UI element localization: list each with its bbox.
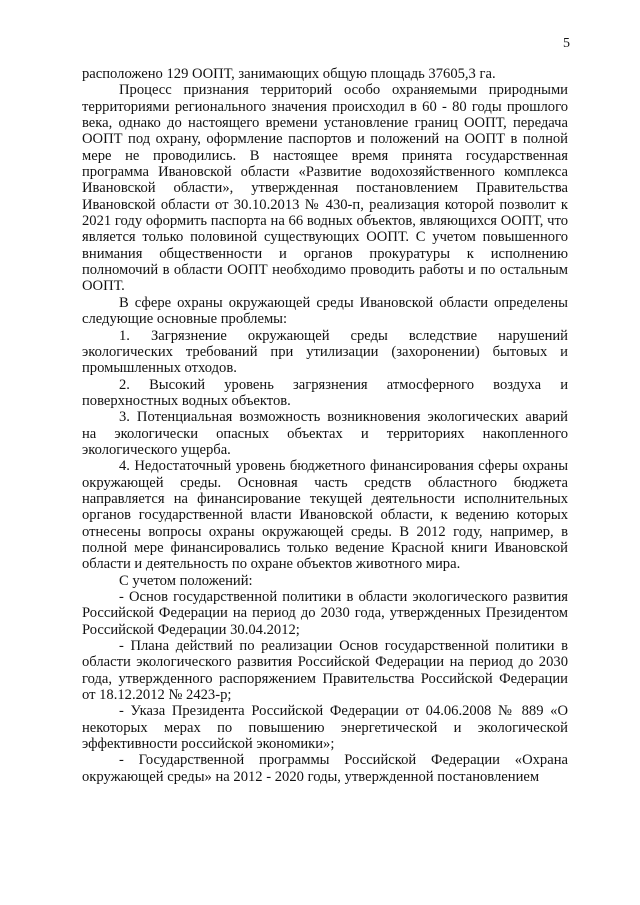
paragraph-1: расположено 129 ООПТ, занимающих общую площадь 37605,3 га. [82,66,496,82]
list-item-state-program: - Государственной программы Российской Федерации «Охрана окружающей среды» на 2012 - 2020 годы, утвержденной постановлением [82,752,568,785]
problem-item-3: 3. Потенциальная возможность возникновения экологических аварий на экологически опасных объектах и территориях накопленного экологического ущерба. [82,409,568,458]
list-item-action-plan: - Плана действий по реализации Основ государственной политики в области экологического развития Российской Федерации на период до 2030 года, утвержденного распоряжением Правительства Российской Федерации от 18.12.2012 № 2423-р; [82,638,568,704]
list-item-decree: - Указа Президента Российской Федерации от 04.06.2008 № 889 «О некоторых мерах по повышению энергетической и экологической эффективности российской экономики»; [82,703,568,753]
paragraph-2: Процесс признания территорий особо охраняемыми природными территориями регионального значения происходил в 60 - 80 годы прошлого века, однако до настоящего времени установление границ ООПТ, передача ООПТ под охрану, оформление паспортов и положений на ООПТ в полной мере не проводились. В настоящее время принята государственная программа Ивановской области «Развитие водохозяйственного комплекса Ивановской области», утвержденная постановлением Правительства Ивановской области от 30.10.2013 № 430-п, реализация которой позволит к 2021 году оформить паспорта на 66 водных объектов, являющихся ООПТ, что является только половиной существующих ООПТ. С учетом повышенного внимания общественности и органов прокуратуры к исполнению полномочий в области ООПТ необходимо проводить работы и по остальным ООПТ. [82,82,568,295]
paragraph-3: В сфере охраны окружающей среды Ивановской области определены следующие основные проблемы: [82,294,568,328]
document-body [82,66,568,785]
problem-item-2: 2. Высокий уровень загрязнения атмосферного воздуха и поверхностных водных объектов. [82,376,568,409]
paragraph-considering: С учетом положений: [119,572,253,589]
problem-item-1: 1. Загрязнение окружающей среды вследствие нарушений экологических требований при утилизации (захоронении) бытовых и промышленных отходов. [82,327,568,377]
page-number: 5 [563,36,570,51]
list-item-basics: - Основ государственной политики в области экологического развития Российской Федерации на период до 2030 года, утвержденных Президентом Российской Федерации 30.04.2012; [82,589,568,638]
problem-item-4: 4. Недостаточный уровень бюджетного финансирования сферы охраны окружающей среды. Основная часть средств областного бюджета направляется на финансирование текущей деятельности исполнительных органов государственной власти Ивановской области, к ведению которых отнесены вопросы охраны окружающей среды. В 2012 году, например, в полной мере финансировались только ведение Красной книги Ивановской области и деятельность по охране объектов животного мира. [82,458,568,573]
